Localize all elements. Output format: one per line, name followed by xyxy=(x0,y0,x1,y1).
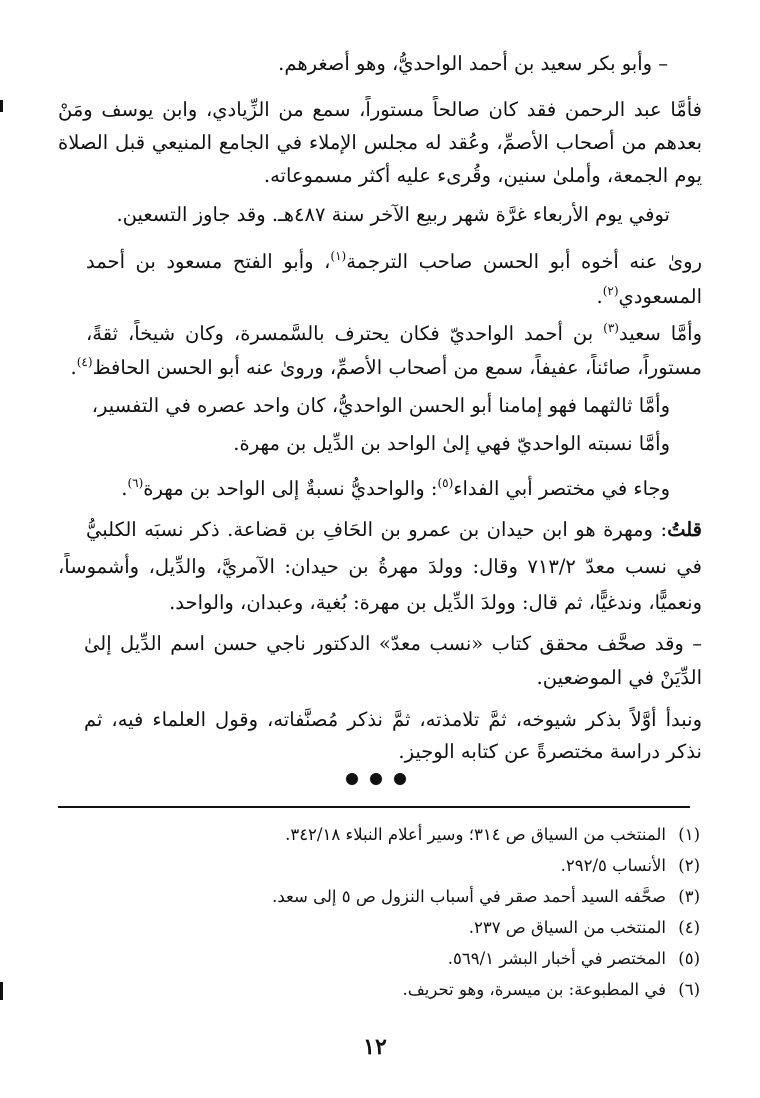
footnote-number: (٣) xyxy=(678,887,700,906)
body-line-18: ونبدأ أوَّلاً بذكر شيوخه، ثمَّ تلامذته، ثمَّ نذكر مُصنَّفاته، وقول العلماء فيه، ثم xyxy=(84,708,702,731)
footnote-marker-4: (٤) xyxy=(76,355,93,369)
body-line-17: الدِّيَنْ في الموضعين. xyxy=(536,666,702,689)
footnote-marker-2: (٢) xyxy=(602,284,619,298)
separator-dot xyxy=(346,773,358,785)
text-run: : ومهرة هو ابن حيدان بن عمرو بن الحَافِ بن قضاعة. ذكر نسبَه الكلبيُّ xyxy=(86,518,668,541)
body-line-14: في نسب معدّ ٧١٣/٢ وقال: وولدَ مهرةُ بن حيدان: الآمريَّ، والدِّيل، وأشموساً، xyxy=(58,555,702,578)
scan-edge-mark xyxy=(0,100,3,112)
footnote-text: المختصر في أخبار البشر ٥٦٩/١. xyxy=(447,949,666,968)
text-run: . xyxy=(121,477,128,500)
text-run: بن أحمد الواحديّ فكان يحترف بالسَّمسرة، وكان شيخاً، ثقةً، xyxy=(86,322,604,345)
footnote-marker-3: (٣) xyxy=(603,321,619,335)
text-run: المسعودي xyxy=(618,285,702,308)
text-run: وجاء في مختصر أبي الفداء xyxy=(453,477,670,500)
footnote-text: صحَّفه السيد أحمد صقر في أسباب النزول ص ٥ إلى سعد. xyxy=(272,887,666,906)
page-number: ١٢ xyxy=(363,1034,387,1060)
text-run: ، وأبو الفتح مسعود بن أحمد xyxy=(86,250,331,273)
scan-edge-mark xyxy=(0,982,3,1000)
footnote-text: المنتخب من السياق ص ٢٣٧. xyxy=(468,918,666,937)
body-line-8 xyxy=(86,320,702,348)
body-line-10: وأمَّا ثالثهما فهو إمامنا أبو الحسن الواحديُّ، كان واحد عصره في التفسير، xyxy=(91,394,670,417)
footnote-divider xyxy=(58,806,690,808)
body-line-13 xyxy=(86,516,702,544)
footnote-3 xyxy=(60,885,700,909)
body-line-5: توفي يوم الأربعاء غرَّة شهر ربيع الآخر سنة ٤٨٧هـ. وقد جاوز التسعين. xyxy=(116,203,670,226)
body-line-12 xyxy=(26,475,670,503)
text-run: روىٰ عنه أخوه أبو الحسن صاحب الترجمة xyxy=(346,250,702,273)
footnote-text: الأنساب ٢٩٢/٥. xyxy=(560,856,666,875)
footnote-1 xyxy=(60,823,700,847)
body-line-7 xyxy=(58,283,702,311)
footnote-marker-6: (٦) xyxy=(127,476,144,490)
footnote-4 xyxy=(60,916,700,940)
footnote-number: (١) xyxy=(678,825,700,844)
footnote-number: (٥) xyxy=(678,949,700,968)
body-line-6 xyxy=(86,248,702,276)
footnote-marker-5: (٥) xyxy=(437,476,454,490)
footnote-text: المنتخب من السياق ص ٣١٤؛ وسير أعلام النبلاء ٣٤٢/١٨. xyxy=(285,825,666,844)
separator-dot xyxy=(370,773,382,785)
text-run: : والواحديُّ نسبةٌ إلى الواحد بن مهرة xyxy=(143,477,438,500)
footnote-number: (٦) xyxy=(678,980,700,999)
body-line-11: وأمَّا نسبته الواحديّ فهي إلىٰ الواحد بن الدِّيل بن مهرة. xyxy=(233,432,670,455)
footnote-5 xyxy=(60,947,700,971)
footnote-marker-1: (١) xyxy=(330,249,347,263)
footnote-number: (٤) xyxy=(678,918,700,937)
note-label: قلتُ xyxy=(667,518,702,541)
body-line-9 xyxy=(58,354,702,382)
separator-dot xyxy=(394,773,406,785)
footnote-number: (٢) xyxy=(678,856,700,875)
section-separator xyxy=(344,769,408,785)
text-run: . xyxy=(596,285,603,308)
footnote-text: في المطبوعة: بن ميسرة، وهو تحريف. xyxy=(402,980,666,999)
footnote-2 xyxy=(60,854,700,878)
body-line-3: بعدهم من أصحاب الأصمِّ، وعُقد له مجلس الإملاء في الجامع المنيعي قبل الصلاة xyxy=(58,131,702,154)
text-run: مستوراً، صائناً، عفيفاً، سمع من أصحاب الأصمِّ، وروىٰ عنه أبو الحسن الحافظ xyxy=(92,356,702,379)
body-line-16: – وقد صحَّف محقق كتاب «نسب معدّ» الدكتور ناجي حسن اسم الدِّيل إلىٰ xyxy=(84,632,702,655)
footnote-6 xyxy=(60,978,700,1002)
body-line-19: نذكر دراسة مختصرةً عن كتابه الوجيز. xyxy=(398,740,702,763)
body-line-4: يوم الجمعة، وأملىٰ سنين، وقُرىء عليه أكثر مسموعاته. xyxy=(263,164,702,187)
body-line-1: – وأبو بكر سعيد بن أحمد الواحديُّ، وهو أصغرهم. xyxy=(278,52,668,75)
text-run: . xyxy=(70,356,77,379)
body-line-2: فأمَّا عبد الرحمن فقد كان صالحاً مستوراً، سمع من الزِّيادي، وابن يوسف ومَنْ xyxy=(58,98,702,121)
body-line-15: ونعميًّا، وندغيًّا، ثم قال: وولدَ الدِّيل بن مهرة: بُغية، وعبدان، والواحد. xyxy=(169,591,702,614)
text-run: وأمَّا سعيد xyxy=(618,322,702,345)
